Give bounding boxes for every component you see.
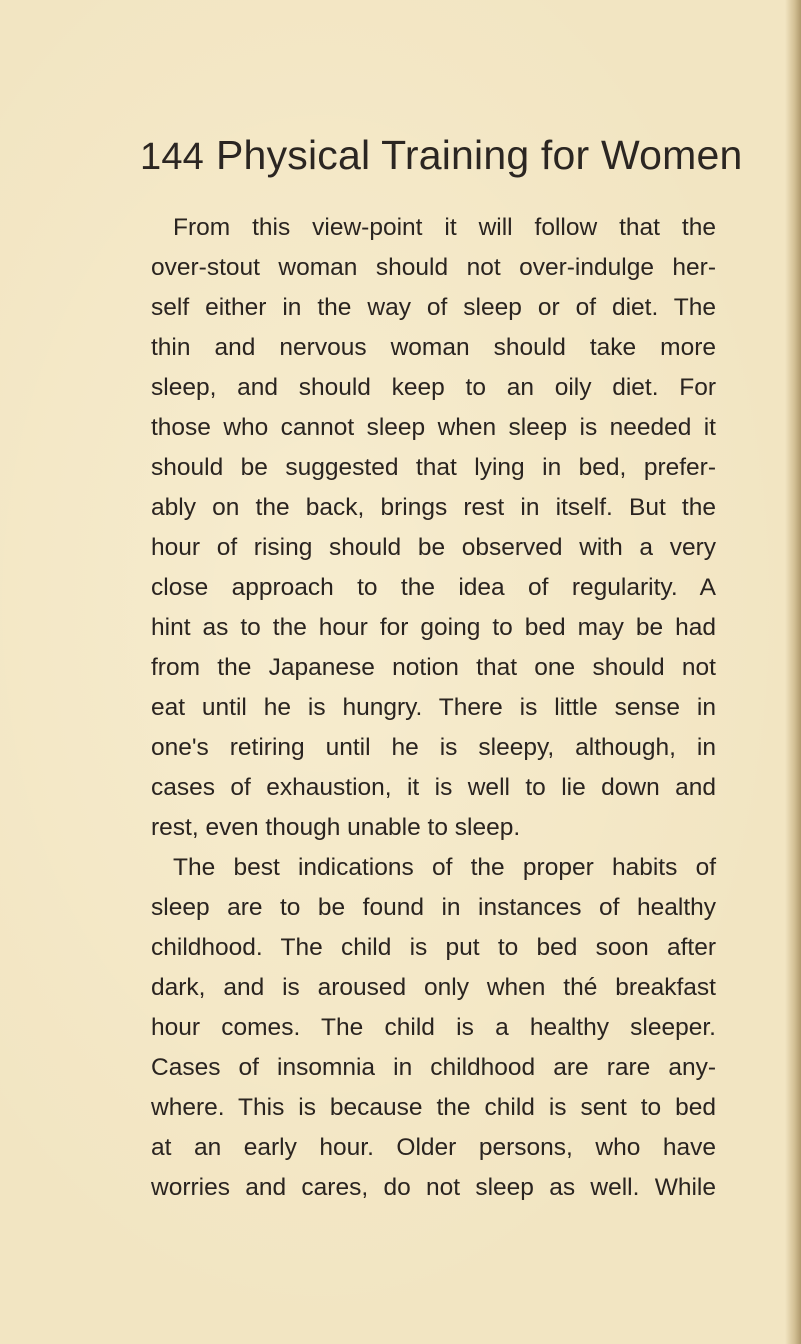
text-line: close approach to the idea of regularity. A — [151, 574, 716, 601]
text-line: one's retiring until he is sleepy, although, in — [151, 734, 716, 761]
text-line: rest, even though unable to sleep. — [151, 814, 521, 841]
text-line: self either in the way of sleep or of diet. The — [151, 294, 716, 321]
running-title: Physical Training for Women — [216, 132, 743, 178]
text-line: sleep, and should keep to an oily diet. For — [151, 374, 716, 401]
text-line: from the Japanese notion that one should not — [151, 654, 716, 681]
text-line: Cases of insomnia in childhood are rare any- — [151, 1054, 716, 1081]
text-line: should be suggested that lying in bed, prefer- — [151, 454, 716, 481]
text-line: The best indications of the proper habits of — [173, 854, 716, 881]
text-line: where. This is because the child is sent to bed — [151, 1094, 716, 1121]
text-line: hour comes. The child is a healthy sleeper. — [151, 1014, 716, 1041]
text-line: From this view-point it will follow that the — [173, 214, 716, 241]
text-line: hour of rising should be observed with a very — [151, 534, 716, 561]
text-line: childhood. The child is put to bed soon after — [151, 934, 716, 961]
page-number: 144 — [140, 136, 205, 178]
text-line: hint as to the hour for going to bed may be had — [151, 614, 716, 641]
text-line: ably on the back, brings rest in itself. But the — [151, 494, 716, 521]
page-edge-shadow — [785, 0, 801, 1344]
body-text — [151, 208, 716, 1208]
text-line: those who cannot sleep when sleep is needed it — [151, 414, 716, 441]
text-line: over-stout woman should not over-indulge her- — [151, 254, 716, 281]
text-line: eat until he is hungry. There is little sense in — [151, 694, 716, 721]
text-line: at an early hour. Older persons, who have — [151, 1134, 716, 1161]
text-line: sleep are to be found in instances of healthy — [151, 894, 716, 921]
text-line: dark, and is aroused only when thé breakfast — [151, 974, 716, 1001]
text-line: cases of exhaustion, it is well to lie down and — [151, 774, 716, 801]
text-line: worries and cares, do not sleep as well. While — [151, 1174, 716, 1201]
running-head — [140, 132, 760, 192]
text-line: thin and nervous woman should take more — [151, 334, 716, 361]
